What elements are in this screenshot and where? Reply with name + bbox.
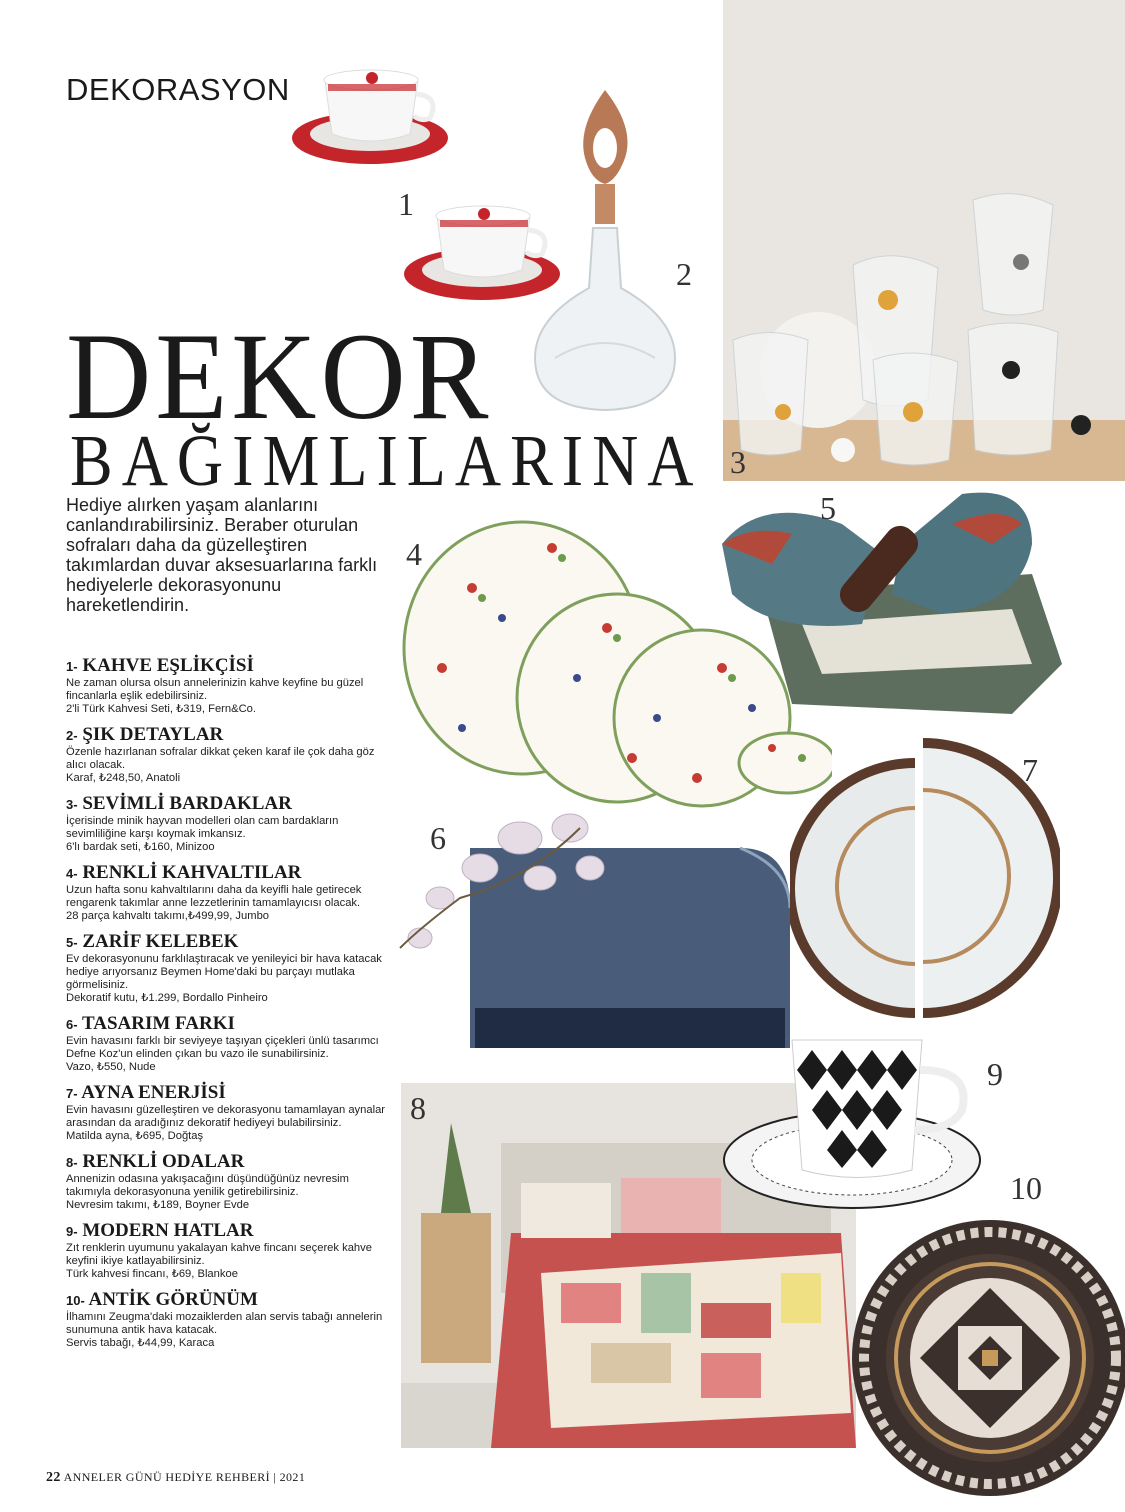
item-title: RENKLİ ODALAR — [82, 1151, 245, 1172]
item-price: 28 parça kahvaltı takımı,₺499,99, Jumbo — [66, 910, 270, 922]
item-price: 2'li Türk Kahvesi Seti, ₺319, Fern&Co. — [66, 703, 256, 715]
item-number: 3- — [66, 797, 78, 812]
item-text: Özenle hazırlanan sofralar dikkat çeken karaf ile çok daha göz alıcı olacak. — [66, 746, 375, 771]
item-title: ŞIK DETAYLAR — [82, 724, 224, 745]
photo-number-10: 10 — [1010, 1170, 1042, 1206]
item-price: Türk kahvesi fincanı, ₺69, Blankoe — [66, 1268, 238, 1280]
item-number: 9- — [66, 1224, 78, 1239]
photo-number-4: 4 — [406, 536, 422, 572]
item-title: MODERN HATLAR — [82, 1220, 254, 1241]
mirror-image — [790, 738, 1060, 1028]
list-item — [66, 725, 396, 785]
item-text: Evin havasını güzelleştiren ve dekorasyonu tamamlayan aynalar arasından da aradığınız dekoratif hediyeyi bulabilirsiniz. — [66, 1104, 386, 1129]
list-item — [66, 1221, 396, 1281]
item-text: Ev dekorasyonunu farklılaştıracak ve yenileyici bir hava katacak hediye arıyorsanız Beymen Home'daki bu parçayı mutlaka görmelisiniz. — [66, 953, 382, 991]
photo-number-8: 8 — [410, 1090, 426, 1126]
page-title: DEKOR — [66, 307, 493, 446]
item-price: Servis tabağı, ₺44,99, Karaca — [66, 1337, 215, 1349]
list-item — [66, 1152, 396, 1212]
photo-number-1: 1 — [398, 186, 414, 222]
item-text: İçerisinde minik hayvan modelleri olan cam bardakların sevimliliğine karşı koymak imkansız. — [66, 815, 339, 840]
item-price: Dekoratif kutu, ₺1.299, Bordallo Pinheiro — [66, 992, 268, 1004]
photo-number-6: 6 — [430, 820, 446, 856]
butterfly-box-image — [712, 484, 1082, 724]
item-title: KAHVE EŞLİKÇİSİ — [82, 655, 254, 676]
coffee-cup-image-top — [290, 60, 465, 170]
carafe-image — [525, 88, 685, 418]
item-title: SEVİMLİ BARDAKLAR — [82, 793, 292, 814]
photo-number-3: 3 — [730, 444, 746, 480]
item-number: 8- — [66, 1155, 78, 1170]
item-number: 1- — [66, 659, 78, 674]
item-title: RENKLİ KAHVALTILAR — [82, 862, 302, 883]
item-title: TASARIM FARKI — [81, 1013, 235, 1034]
modern-cup-image — [722, 1030, 992, 1210]
list-item — [66, 1014, 396, 1074]
item-text: Evin havasını farklı bir seviyeye taşıyan çiçekleri ünlü tasarımcı Defne Koz'un elinden çıkan bu vazo ile sunabilirsiniz. — [66, 1035, 379, 1060]
item-number: 6- — [66, 1017, 78, 1032]
item-number: 4- — [66, 866, 78, 881]
page-footer — [46, 1470, 305, 1486]
item-number: 10- — [66, 1293, 85, 1308]
item-text: Ne zaman olursa olsun annelerinizin kahve keyfine bu güzel fincanlarla eşlik edebilirsiniz. — [66, 677, 364, 702]
item-number: 7- — [66, 1086, 78, 1101]
item-title: ANTİK GÖRÜNÜM — [88, 1289, 258, 1310]
photo-number-7: 7 — [1022, 752, 1038, 788]
section-label: DEKORASYON — [66, 72, 290, 107]
intro-text: Hediye alırken yaşam alanlarını canlandırabilirsiniz. Beraber oturulan sofraları daha da güzelleştiren takımlardan duvar aksesuarlarına farklı hediyelerle dekorasyonunu hareketlendirin. — [66, 495, 378, 615]
page-number: 22 — [46, 1470, 61, 1485]
item-title: AYNA ENERJİSİ — [81, 1082, 226, 1103]
list-item — [66, 794, 396, 854]
list-item — [66, 1290, 396, 1350]
item-text: İlhamını Zeugma'daki mozaiklerden alan servis tabağı annelerin sunumuna antik hava katacak. — [66, 1311, 383, 1336]
list-item — [66, 656, 396, 716]
page-subtitle: BAĞIMLILARINA — [70, 419, 703, 502]
list-item — [66, 932, 396, 1005]
product-list — [66, 656, 396, 1359]
photo-number-2: 2 — [676, 256, 692, 292]
item-price: Nevresim takımı, ₺189, Boyner Evde — [66, 1199, 250, 1211]
item-text: Uzun hafta sonu kahvaltılarını daha da keyifli hale getirecek rengarenk takımlar anne lezzetlerinin tamamlayıcısı olacak. — [66, 884, 362, 909]
list-item — [66, 863, 396, 923]
footer-title: ANNELER GÜNÜ HEDİYE REHBERİ — [63, 1470, 271, 1484]
footer-year: | 2021 — [273, 1470, 306, 1484]
item-price: 6'lı bardak seti, ₺160, Minizoo — [66, 841, 215, 853]
item-price: Vazo, ₺550, Nude — [66, 1061, 156, 1073]
photo-number-9: 9 — [987, 1056, 1003, 1092]
item-number: 2- — [66, 728, 78, 743]
item-price: Matilda ayna, ₺695, Doğtaş — [66, 1130, 204, 1142]
photo-number-5: 5 — [820, 490, 836, 526]
item-title: ZARİF KELEBEK — [82, 931, 239, 952]
item-text: Annenizin odasına yakışacağını düşündüğünüz nevresim takımıyla dekorasyonuna yenilik getirebilirsiniz. — [66, 1173, 349, 1198]
item-text: Zıt renklerin uyumunu yakalayan kahve fincanı seçerek kahve keyfini ikiye katlayabilirsiniz. — [66, 1242, 372, 1267]
glasses-photo — [723, 0, 1125, 481]
mosaic-plate-image — [850, 1208, 1125, 1508]
list-item — [66, 1083, 396, 1143]
item-price: Karaf, ₺248,50, Anatoli — [66, 772, 181, 784]
item-number: 5- — [66, 935, 78, 950]
